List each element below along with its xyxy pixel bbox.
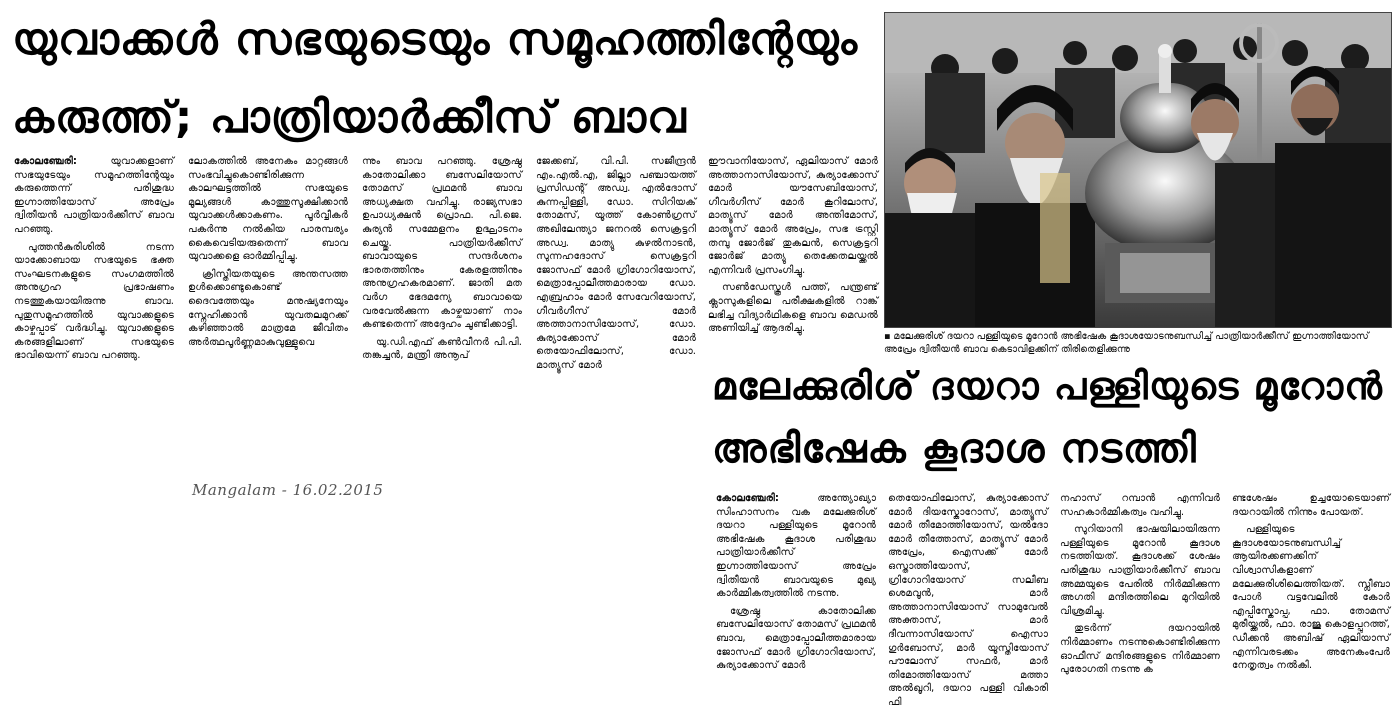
article2-column-2: തെയോഫിലോസ്, കുര്യാക്കോസ് മോർ ദിയസ്കോറോസ്, മാത്യൂസ് മോർ തീമോത്തിയോസ്, യൽദോ മോർ തീത്തോസ്, മാത്യൂസ് മോർ അപ്രേം, ഐസക്ക് മോർ ഒസ്താത്തിയോസ്, ഗ്രിഗോറിയോസ് സലീബ ശെമവൂൻ, മാർ അത്താനാസിയോസ് സാമുവേൽ അക്താസ്, മാർ ദീവന്നാസിയോസ് ഐസാ ഗുർബോസ്, മാർ യൂസ്തിയോസ് പൗലോസ് സഫർ, മാർ തിമോത്തിയോസ് മത്താ അൽഖൂറി, ദയറാ പള്ളി വികാരി ഫി (888, 493, 1048, 708)
headline-article2-line2: അഭിഷേക കൂദാശ നടത്തി (712, 426, 1197, 472)
headline-article1-line2: കരുത്ത്; പാത്രിയാർക്കീസ് ബാവ (12, 92, 687, 143)
headline-article2-line1: മലേക്കുരിശ് ദയറാ പള്ളിയുടെ മൂറോൻ (712, 364, 1383, 408)
article1-column-2: ലോകത്തിൽ അനേകം മാറ്റങ്ങൾ സംഭവിച്ചുകൊണ്ടിരിക്കുന്ന കാലഘട്ടത്തിൽ സഭയുടെ മൂല്യങ്ങൾ കാത്തുസൂക്ഷിക്കാൻ യുവാക്കൾക്കാകണം. പൂർവ്വീകർ പകർന്നു നൽകിയ പാരമ്പര്യം കൈവെടിയരുതെന്ന് ബാവ യുവാക്കളെ ഓർമ്മിപ്പിച്ചു. ക്രിസ്തീയതയുടെ അന്തസത്ത ഉൾക്കൊണ്ടുകൊണ്ട് ദൈവത്തേയും മനുഷ്യനേയും സ്നേഹിക്കാൻ യുവതലമുറക്ക് കഴിഞ്ഞാൽ മാത്രമേ ജീവിതം അർത്ഥപൂർണ്ണമാകുവുള്ളുവെ (188, 156, 348, 348)
photo-caption: ▪ മലേക്കുരിശ് ദയറാ പള്ളിയുടെ മൂറോൻ അഭിഷേക കൂദാശയോടനുബന്ധിച്ച് പാത്രിയാർക്കീസ് ഇഗ്നാത്തിയോസ് അപ്രേം ദ്വിതീയൻ ബാവ കെടാവിളക്കിന് തിരിതെളിക്കുന്നു (884, 331, 1369, 355)
article2-column-3: നഹാസ് റമ്പാൻ എന്നിവർ സഹകാർമ്മികത്വം വഹിച്ചു. സുറിയാനി ഭാഷയിലായിരുന്ന പള്ളിയുടെ മൂറോൻ കൂദാശ നടത്തിയത്. കൂദാശക്ക് ശേഷം പരിശുദ്ധ പാത്രിയാർക്കീസ് ബാവ അമ്മയുടെ പേരിൽ നിർമ്മിക്കുന്ന അഗതി മന്ദിരത്തിലെ മുറിയിൽ വിശ്രമിച്ചു. തുടർന്ന് ദയറായിൽ നിർമ്മാണം നടന്നുകൊണ്ടിരിക്കുന്ന ഓഫീസ് മന്ദിരങ്ങളുടെ നിർമ്മാണ പുരോഗതി നടന്നു ക (1060, 493, 1220, 676)
article2-column-4: ണ്ടശേഷം ഉച്ചയോടെയാണ് ദയറായിൽ നിന്നും പോയത്. പള്ളിയുടെ കൂദാശയോടനുബന്ധിച്ച് ആയിരക്കണക്കിന് വിശ്വാസികളാണ് മലേക്കുരിശിലെത്തിയത്. സ്ലീബാ പോൾ വട്ടവേലിൽ കോർ എപ്പിസ്കോപ്പ, ഫാ. തോമസ് മുരീയ്ക്കൽ, ഫാ. രാജു കൊളപ്പുറത്ത്, ഡീക്കൻ അബിഷ് ഏലിയാസ് എന്നിവരടക്കം അനേകംപേർ നേതൃത്വം നൽകി. (1232, 493, 1390, 672)
article1-column-1: കോലഞ്ചേരി: യുവാക്കളാണ് സഭയുടേയും സമൂഹത്തിന്റേയും കരുത്തെന്ന് പരിശുദ്ധ ഇഗ്നാത്തിയോസ് അപ്രേം ദ്വിതീയൻ പാത്രിയാർക്കീസ് ബാവ പറഞ്ഞു. പുത്തൻകുരിശിൽ നടന്ന യാക്കോബായ സഭയുടെ ഭക്ത സംഘടനകളുടെ സംഗമത്തിൽ അനുഗ്രഹ പ്രഭാഷണം നടത്തുകയായിരുന്നു ബാവ. പുതുസമൂഹത്തിൽ യുവാക്കളുടെ കാഴ്ചപ്പാട് വർദ്ധിച്ചു. യുവാക്കളുടെ കരങ്ങളിലാണ് സഭയുടെ ഭാവിയെന്ന് ബാവ പറഞ്ഞു. (14, 156, 174, 362)
newspaper-signature: Mangalam - 16.02.2015 (192, 481, 384, 499)
article2-column-1: കോലഞ്ചേരി: അന്ത്യോഖ്യാ സിംഹാസനം വക മലേക്കുരിശ് ദയറാ പള്ളിയുടെ മൂറോൻ അഭിഷേക കൂദാശ പരിശുദ്ധ പാത്രിയാർക്കീസ് ഇഗ്നാത്തിയോസ് അപ്രേം ദ്വിതീയൻ ബാവയുടെ മുഖ്യ കാർമ്മികത്വത്തിൽ നടന്നു. ശ്രേഷ്ഠ കാതോലിക്ക ബസേലിയോസ് തോമസ് പ്രഥമൻ ബാവ, മെത്രാപ്പോലീത്തമാരായ ജോസഫ് മോർ ഗ്രിഗോറിയോസ്, കുര്യാക്കോസ് മോർ (716, 493, 876, 672)
article1-column-4: ജേക്കബ്, വി.പി. സജീന്ദ്രൻ എം.എൽ.എ, ജില്ലാ പഞ്ചായത്ത് പ്രസിഡന്റ് അഡ്വ. എൽദോസ് കുന്നപ്പിള്ളി, ഡോ. സിറിയക് തോമസ്, യൂത്ത് കോൺഗ്രസ് അഖിലേന്ത്യാ ജനറൽ സെക്രട്ടറി അഡ്വ. മാത്യു കുഴൽനാടൻ, സുന്നഹദോസ് സെക്രട്ടറി ജോസഫ് മോർ ഗ്രിഗോറിയോസ്, മെത്രാപ്പോലീത്തമാരായ ഡോ. എബ്രഹാം മോർ സേവേറിയോസ്, ഗീവർഗീസ് മോർ അത്താനാസിയോസ്, ഡോ. കുര്യാക്കോസ് മോർ തെയോഫിലോസ്, ഡോ. മാത്യൂസ് മോർ (536, 156, 696, 371)
article1-column-5: ഈവാനിയോസ്, ഏലിയാസ് മോർ അത്താനാസിയോസ്, കുര്യാക്കോസ് മോർ യൗസേബിയോസ്, ഗീവർഗീസ് മോർ കൂറിലോസ്, മാത്യൂസ് മോർ അന്തിമോസ്, മാത്യൂസ് മോർ അപ്രേം, സഭ ട്രസ്റ്റി തമ്പു ജോർജ് തുകലൻ, സെക്രട്ടറി ജോർജ് മാത്യു തെക്കേതലയ്ക്കൽ എന്നിവർ പ്രസംഗിച്ചു. സൺഡേസ്കൂൾ പത്ത്, പന്ത്രണ്ട് ക്ലാസുകളിലെ പരീക്ഷകളിൽ റാങ്ക് ലഭിച്ച വിദ്യാർഥികളെ ബാവ മെഡൽ അണിയിച്ച് ആദരിച്ചു. (708, 156, 878, 335)
news-photo (884, 12, 1392, 328)
photo-illustration (885, 13, 1391, 327)
article1-column-3: ന്നും ബാവ പറഞ്ഞു. ശ്രേഷ്ഠ കാതോലിക്കാ ബസേലിയോസ് തോമസ് പ്രഥമൻ ബാവ അധ്യക്ഷത വഹിച്ചു. രാജ്യസഭാ ഉപാധ്യക്ഷൻ പ്രൊഫ. പി.ജെ. കുര്യൻ സമ്മേളനം ഉദ്ഘാടനം ചെയ്തു. പാത്രിയർക്കീസ് ബാവായുടെ സന്ദർശനം ഭാരതത്തിനും കേരളത്തിനും അനുഗ്രഹകരമാണ്. ജാതി മത വർഗ ഭേദമന്യേ ബാവായെ വരവേൽക്കുന്ന കാഴ്ചയാണ് നാം കണ്ടതെന്ന് അദ്ദേഹം ചൂണ്ടിക്കാട്ടി. യു.ഡി.എഫ് കൺവീനർ പി.പി. തങ്കച്ചൻ, മന്ത്രി അനൂപ് (362, 156, 522, 362)
headline-article1-line1: യുവാക്കൾ സഭയുടെയും സമൂഹത്തിന്റേയും (12, 14, 859, 65)
